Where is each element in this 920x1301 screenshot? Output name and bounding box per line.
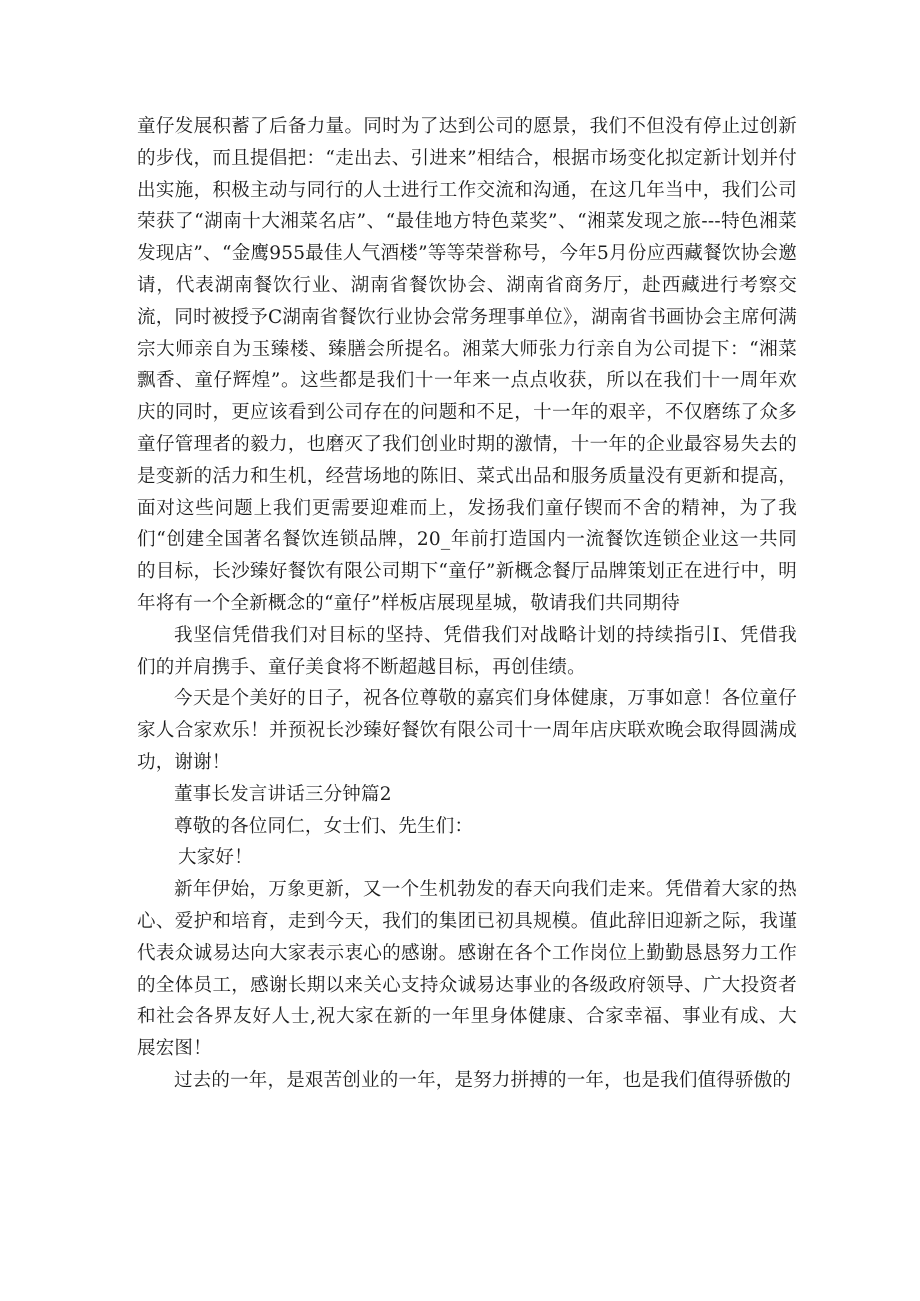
paragraph-belief: 我坚信凭借我们对目标的坚持、凭借我们对战略计划的持续指引I、凭借我们的并肩携手、童仔美食将不断超越目标，再创佳绩。	[137, 624, 797, 678]
greeting: 大家好！	[178, 847, 253, 869]
section-heading: 董事长发言讲话三分钟篇2	[174, 783, 392, 805]
salutation: 尊敬的各位同仁，女士们、先生们：	[174, 815, 474, 837]
paragraph-blessing: 今天是个美好的日子，祝各位尊敬的嘉宾们身体健康，万事如意！各位童仔家人合家欢乐！并预祝长沙臻好餐饮有限公司十一周年店庆联欢晚会取得圆满成功，谢谢！	[137, 688, 797, 773]
document-body	[137, 111, 797, 1097]
paragraph-new-year: 新年伊始，万象更新，又一个生机勃发的春天向我们走来。凭借着大家的热心、爱护和培育，走到今天，我们的集团已初具规模。值此辞旧迎新之际，我谨代表众诚易达向大家表示衷心的感谢。感谢在各个工作岗位上勤勤恳恳努力工作的全体员工，感谢长期以来关心支持众诚易达事业的各级政府领导、广大投资者和社会各界友好人士,祝大家在新的一年里身体健康、合家幸福、事业有成、大展宏图！	[137, 879, 797, 1060]
paragraph-past-year: 过去的一年，是艰苦创业的一年，是努力拼搏的一年，也是我们值得骄傲的	[174, 1069, 792, 1091]
paragraph-continuation: 童仔发展积蓄了后备力量。同时为了达到公司的愿景，我们不但没有停止过创新的步伐，而且提倡把：“走出去、引进来”相结合，根据市场变化拟定新计划并付出实施，积极主动与同行的人士进行工作交流和沟通，在这几年当中，我们公司荣获了“湖南十大湘菜名店”、“最佳地方特色菜奖”、“湘菜发现之旅---特色湘菜发现店”、“金鹰955最佳人气酒楼”等等荣誉称号，今年5月份应西藏餐饮协会邀请，代表湖南餐饮行业、湖南省餐饮协会、湖南省商务厅，赴西藏进行考察交流，同时被授予C湖南省餐饮行业协会常务理事单位》，湖南省书画协会主席何满宗大师亲自为玉臻楼、臻膳会所提名。湘菜大师张力行亲自为公司提下：“湘菜飘香、童仔辉煌”。这些都是我们十一年来一点点收获，所以在我们十一周年欢庆的同时，更应该看到公司存在的问题和不足，十一年的艰辛，不仅磨练了众多童仔管理者的毅力，也磨灭了我们创业时期的激情，十一年的企业最容易失去的是变新的活力和生机，经营场地的陈旧、菜式出品和服务质量没有更新和提高，面对这些问题上我们更需要迎难而上，发扬我们童仔锲而不舍的精神，为了我们“创建全国著名餐饮连锁品牌，20_年前打造国内一流餐饮连锁企业这一共同的目标，长沙臻好餐饮有限公司期下“童仔”新概念餐厅品牌策划正在进行中，明年将有一个全新概念的“童仔”样板店展现星城，敬请我们共同期待	[137, 116, 797, 614]
